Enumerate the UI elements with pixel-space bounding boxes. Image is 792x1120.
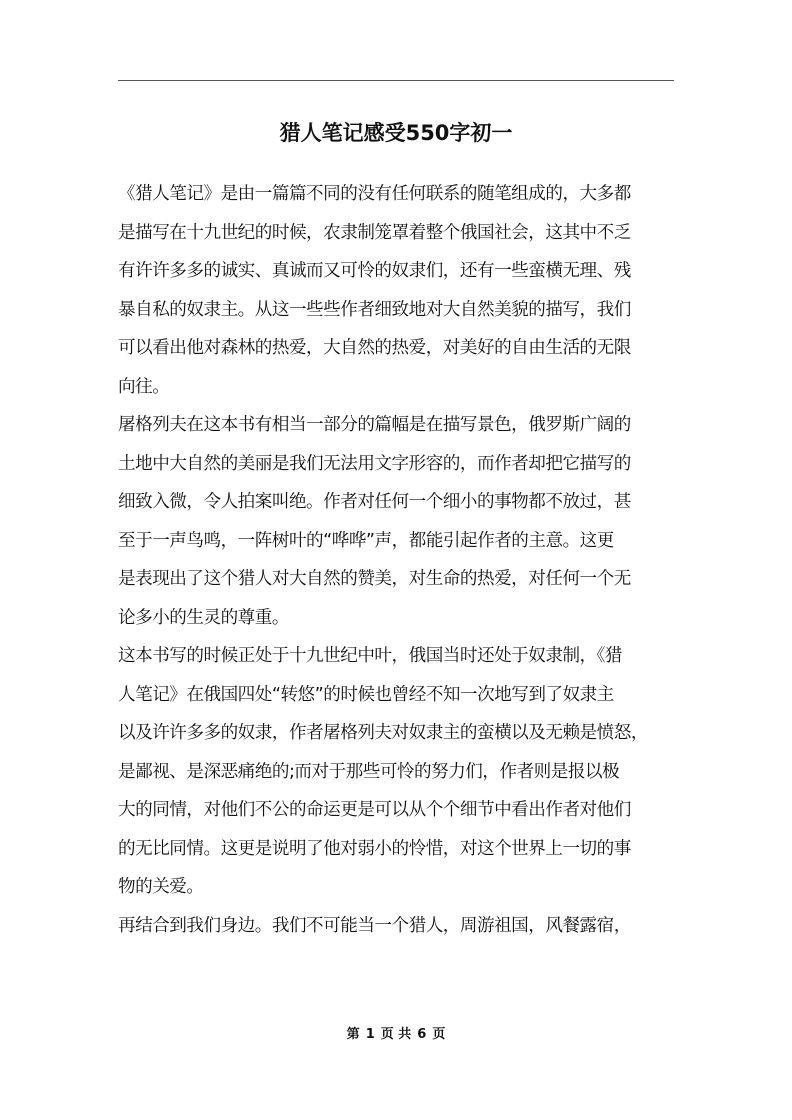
body-line: 《猎人笔记》是由一篇篇不同的没有任何联系的随笔组成的，大多都 bbox=[118, 184, 631, 204]
body-line: 至于一声鸟鸣，一阵树叶的“哗哗”声，都能引起作者的主意。这更 bbox=[118, 530, 614, 551]
article-body bbox=[118, 175, 674, 945]
footer-page-number: 1 bbox=[365, 1027, 375, 1042]
body-line: 再结合到我们身边。我们不可能当一个猎人，周游祖国，风餐露宿， bbox=[118, 915, 631, 936]
body-line: 屠格列夫在这本书有相当一部分的篇幅是在描写景色，俄罗斯广阔的 bbox=[118, 415, 631, 435]
body-line: 是鄙视、是深恶痛绝的;而对于那些可怜的努力们，作者则是报以极 bbox=[118, 761, 620, 782]
body-line: 是表现出了这个猎人对大自然的赞美，对生命的热爱，对任何一个无 bbox=[118, 569, 631, 589]
body-line: 向往。 bbox=[118, 376, 170, 397]
body-line: 论多小的生灵的尊重。 bbox=[118, 607, 289, 628]
body-line: 的无比同情。这更是说明了他对弱小的怜惜，对这个世界上一切的事 bbox=[118, 838, 631, 859]
body-line: 可以看出他对森林的热爱，大自然的热爱，对美好的自由生活的无限 bbox=[118, 338, 631, 358]
body-line: 土地中大自然的美丽是我们无法用文字形容的，而作者却把它描写的 bbox=[118, 453, 631, 474]
body-line: 暴自私的奴隶主。从这一些些作者细致地对大自然美貌的描写，我们 bbox=[118, 299, 631, 320]
page-title: 猎人笔记感受550字初一 bbox=[279, 121, 513, 145]
body-line: 有许许多多的诚实、真诚而又可怜的奴隶们，还有一些蛮横无理、残 bbox=[118, 261, 631, 281]
footer-prefix: 第 bbox=[346, 1027, 360, 1042]
body-line: 大的同情，对他们不公的命运更是可以从个个细节中看出作者对他们 bbox=[118, 800, 631, 820]
footer-total-pages: 6 bbox=[417, 1027, 427, 1042]
footer-suffix: 页 bbox=[432, 1027, 446, 1042]
footer-middle: 页 共 bbox=[380, 1027, 412, 1042]
body-line: 物的关爱。 bbox=[118, 877, 204, 897]
body-line: 这本书写的时候正处于十九世纪中叶，俄国当时还处于奴隶制，《猎 bbox=[118, 646, 623, 666]
body-line: 细致入微，令人拍案叫绝。作者对任何一个细小的事物都不放过，甚 bbox=[118, 492, 631, 512]
header-rule bbox=[118, 80, 674, 81]
body-line: 是描写在十九世纪的时候，农隶制笼罩着整个俄国社会，这其中不乏 bbox=[118, 222, 631, 243]
body-line: 以及许许多多的奴隶，作者屠格列夫对奴隶主的蛮横以及无赖是愤怒， bbox=[118, 723, 648, 743]
body-line: 人笔记》在俄国四处“转悠”的时候也曾经不知一次地写到了奴隶主 bbox=[118, 684, 614, 705]
page-footer bbox=[0, 1025, 792, 1045]
